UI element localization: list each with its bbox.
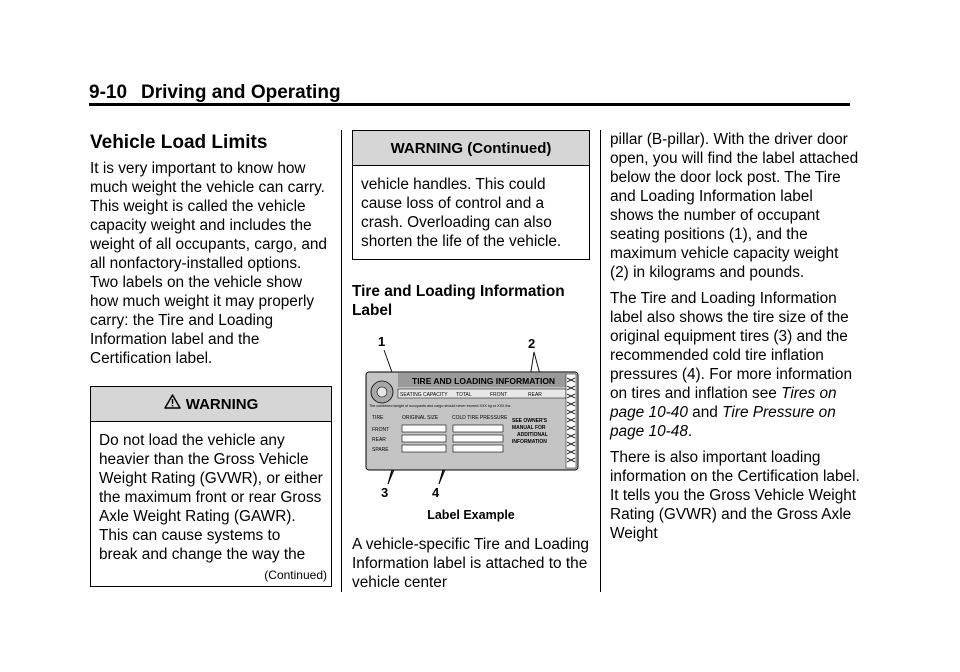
page-number: 9-10 <box>89 82 128 103</box>
column-3 <box>610 130 860 550</box>
label-title-text: TIRE AND LOADING INFORMATION <box>412 376 556 386</box>
warning-continued-box <box>352 130 590 260</box>
warning-triangle-icon <box>164 394 181 414</box>
header-rule <box>89 103 850 106</box>
section-title: Vehicle Load Limits <box>90 132 268 153</box>
combined-weight-text: The combined weight of occupants and cargo should never exceed XXX kg or XXX lbs. <box>369 404 512 408</box>
subsection-title: Tire and Loading Information Label <box>352 283 565 319</box>
continued-note: (Continued) <box>264 568 327 582</box>
front-text: FRONT <box>490 392 508 398</box>
column-1 <box>90 130 332 587</box>
cross-reference-tire-pressure: Tire Pressure on page 10-48 <box>610 404 836 440</box>
figure-caption: Label Example <box>427 508 515 522</box>
total-text: TOTAL <box>456 392 472 398</box>
paragraph-1: pillar (B-pillar). With the driver door open, you will find the label attached below the door lock post. The Tire and Loading Information label shows the number of occupant seating positions (1), and the maximum vehicle capacity weight (2) in kilograms and pounds. <box>610 131 859 281</box>
tire-label-figure <box>352 334 590 502</box>
warning-header <box>91 387 331 422</box>
label-location-paragraph: A vehicle-specific Tire and Loading Information label is attached to the vehicle center <box>352 536 589 591</box>
cross-reference-tires: Tires on page 10-40 <box>610 385 837 421</box>
warning-continued-text: vehicle handles. This could cause loss of control and a crash. Overloading can also shorten the life of the vehicle. <box>361 176 562 250</box>
callout-3: 3 <box>381 485 389 500</box>
warning-title: WARNING <box>185 395 259 413</box>
row-rear: REAR <box>372 437 386 443</box>
callout-2: 2 <box>528 336 536 351</box>
manual-for-text: MANUAL FOR <box>512 425 546 431</box>
callout-4: 4 <box>432 485 440 500</box>
warning-continued-header: WARNING (Continued) <box>353 131 589 166</box>
seating-capacity-text: SEATING CAPACITY <box>400 392 448 398</box>
page-header <box>89 82 341 104</box>
tire-col-header: TIRE <box>372 415 384 421</box>
see-owners-text: SEE OWNER'S <box>512 418 548 424</box>
callout-1: 1 <box>378 334 386 349</box>
chapter-title: Driving and Operating <box>141 82 341 103</box>
paragraph-2: The Tire and Loading Information label also shows the tire size of the original equipment tires (3) and the recommended cold tire inflation pressures (4). For more information on tires and inflation see Tires on page 10-40 and Tire Pressure on page 10-48. <box>610 290 853 440</box>
cold-pressure-header: COLD TIRE PRESSURE <box>452 415 508 421</box>
warning-text: Do not load the vehicle any heavier than the Gross Vehicle Weight Rating (GVWR), or either the maximum front or rear Gross Axle Weight Rating (GAWR). This can cause systems to break and change the way the <box>99 432 323 563</box>
intro-paragraph: It is very important to know how much weight the vehicle can carry. This weight is called the vehicle capacity weight and includes the weight of all occupants, cargo, and all nonfactory-installed options. Two labels on the vehicle show how much weight it may properly carry: the Tire and Loading Information label and the Certification label. <box>90 160 327 367</box>
column-divider-2 <box>600 130 601 592</box>
paragraph-3: There is also important loading information on the Certification label. It tells you the Gross Vehicle Weight Rating (GVWR) and the Gross Axle Weight <box>610 449 860 542</box>
column-divider-1 <box>341 130 342 592</box>
warning-box <box>90 386 332 587</box>
rear-text: REAR <box>528 392 542 398</box>
column-2 <box>352 130 590 592</box>
additional-text: ADDITIONAL <box>517 432 548 438</box>
original-size-header: ORIGINAL SIZE <box>402 415 439 421</box>
row-front: FRONT <box>372 427 390 433</box>
information-text: INFORMATION <box>512 439 547 445</box>
row-spare: SPARE <box>372 447 389 453</box>
